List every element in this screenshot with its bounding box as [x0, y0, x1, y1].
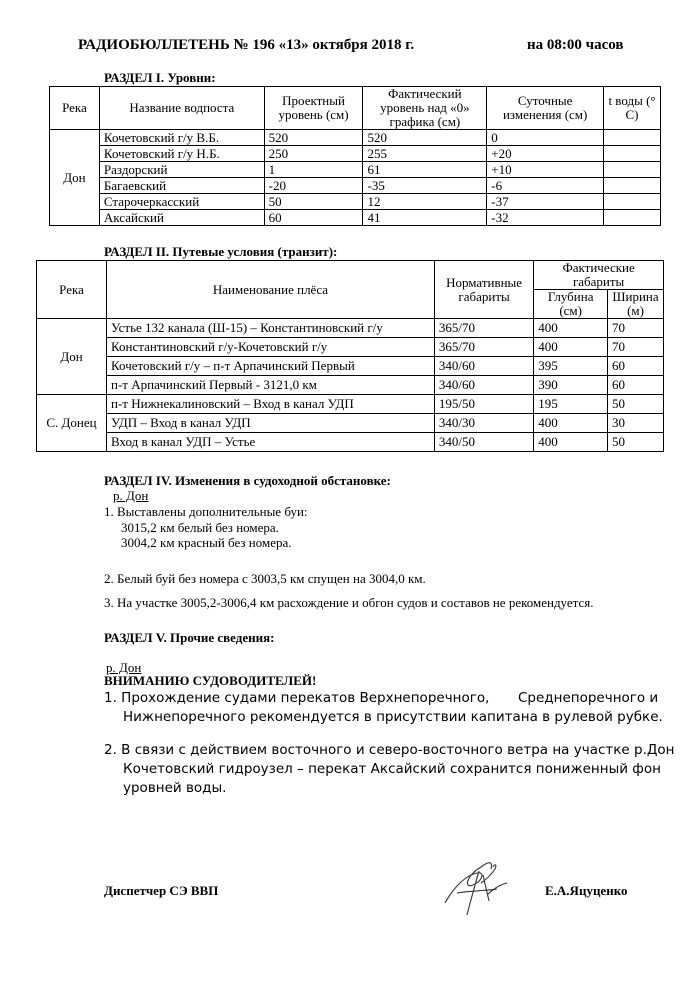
actual-depth: 395	[534, 357, 608, 376]
paragraph-1-line-2: Нижнепоречного рекомендуется в присутствии капитана в рулевой рубке.	[123, 709, 663, 725]
table-row	[50, 210, 661, 226]
col-water-temp: t воды (° С)	[604, 87, 661, 130]
daily-change: 0	[487, 130, 604, 146]
section5-heading: РАЗДЕЛ V. Прочие сведения:	[104, 630, 275, 645]
section4-item-1-buoy-red: 3004,2 км красный без номера.	[121, 535, 292, 550]
section1-heading: РАЗДЕЛ I. Уровни:	[104, 70, 216, 85]
daily-change: -6	[487, 178, 604, 194]
actual-level: 61	[363, 162, 487, 178]
normative-size: 365/70	[434, 319, 533, 338]
actual-depth: 195	[534, 395, 608, 414]
station-name: Раздорский	[99, 162, 264, 178]
reach-name: Устье 132 канала (Ш-15) – Константиновский г/у	[107, 319, 435, 338]
table-row	[37, 414, 664, 433]
actual-depth: 400	[534, 319, 608, 338]
col-actual-level: Фактический уровень над «0» графика (см)	[363, 87, 487, 130]
water-temp	[604, 162, 661, 178]
table-row	[37, 319, 664, 338]
col-width: Ширина (м)	[608, 290, 664, 319]
table-row	[37, 338, 664, 357]
actual-width: 70	[608, 319, 664, 338]
paragraph-1-line-1a: 1. Прохождение судами перекатов Верхнепоречного,	[104, 690, 490, 706]
section4-item-3: 3. На участке 3005,2-3006,4 км расхождение и обгон судов и составов не рекомендуется.	[104, 595, 594, 610]
actual-width: 30	[608, 414, 664, 433]
water-temp	[604, 178, 661, 194]
bulletin-number: РАДИОБЮЛЛЕТЕНЬ № 196 «13» октября 2018 г.	[78, 37, 415, 53]
river-cell: Дон	[37, 319, 107, 395]
col-reach: Наименование плёса	[107, 261, 435, 319]
section4-river: р. Дон	[113, 488, 149, 503]
reach-name: п-т Арпачинский Первый - 3121,0 км	[107, 376, 435, 395]
reach-name: п-т Нижнекалиновский – Вход в канал УДП	[107, 395, 435, 414]
section5-paragraph-2	[104, 741, 675, 798]
station-name: Кочетовский г/у Н.Б.	[99, 146, 264, 162]
col-station: Название водпоста	[99, 87, 264, 130]
river-cell: С. Донец	[37, 395, 107, 452]
dispatcher-name: Е.А.Яцуценко	[545, 883, 628, 898]
table-row	[50, 178, 661, 194]
col-daily-change: Суточные изменения (см)	[487, 87, 604, 130]
daily-change: +10	[487, 162, 604, 178]
table-row	[50, 162, 661, 178]
station-name: Аксайский	[99, 210, 264, 226]
actual-level: 12	[363, 194, 487, 210]
signature-icon	[437, 855, 517, 917]
normative-size: 340/60	[434, 376, 533, 395]
attention-heading: ВНИМАНИЮ СУДОВОДИТЕЛЕЙ!	[104, 673, 317, 688]
actual-level: 41	[363, 210, 487, 226]
project-level: 50	[264, 194, 363, 210]
water-temp	[604, 130, 661, 146]
project-level: 250	[264, 146, 363, 162]
actual-width: 60	[608, 357, 664, 376]
dispatcher-role: Диспетчер СЭ ВВП	[104, 883, 219, 898]
paragraph-2-line-2: Кочетовский гидроузел – перекат Аксайский сохранится пониженный фон	[123, 761, 661, 777]
table-row	[50, 130, 661, 146]
table-row	[37, 357, 664, 376]
paragraph-2-line-1: 2. В связи с действием восточного и северо-восточного ветра на участке р.Дон	[104, 742, 675, 758]
col-actual-group: Фактические габариты	[534, 261, 664, 290]
reach-name: Константиновский г/у-Кочетовский г/у	[107, 338, 435, 357]
normative-size: 340/60	[434, 357, 533, 376]
project-level: -20	[264, 178, 363, 194]
reach-name: УДП – Вход в канал УДП	[107, 414, 435, 433]
station-name: Багаевский	[99, 178, 264, 194]
project-level: 1	[264, 162, 363, 178]
transit-header-row	[37, 261, 664, 290]
table-row	[37, 376, 664, 395]
water-temp	[604, 210, 661, 226]
water-temp	[604, 194, 661, 210]
normative-size: 365/70	[434, 338, 533, 357]
col-normative: Нормативные габариты	[434, 261, 533, 319]
actual-depth: 400	[534, 414, 608, 433]
station-name: Кочетовский г/у В.Б.	[99, 130, 264, 146]
table-row	[50, 146, 661, 162]
actual-depth: 400	[534, 433, 608, 452]
col-depth: Глубина (см)	[534, 290, 608, 319]
reach-name: Кочетовский г/у – п-т Арпачинский Первый	[107, 357, 435, 376]
table-row	[37, 433, 664, 452]
col-project-level: Проектный уровень (см)	[264, 87, 363, 130]
actual-width: 50	[608, 395, 664, 414]
actual-level: 520	[363, 130, 487, 146]
section4-item-2: 2. Белый буй без номера с 3003,5 км спущен на 3004,0 км.	[104, 571, 426, 586]
project-level: 60	[264, 210, 363, 226]
actual-depth: 400	[534, 338, 608, 357]
project-level: 520	[264, 130, 363, 146]
actual-level: -35	[363, 178, 487, 194]
section5-river: р. Дон	[106, 660, 142, 675]
reach-name: Вход в канал УДП – Устье	[107, 433, 435, 452]
river-cell: Дон	[50, 130, 100, 226]
daily-change: -37	[487, 194, 604, 210]
actual-width: 60	[608, 376, 664, 395]
col-river: Река	[37, 261, 107, 319]
col-river: Река	[50, 87, 100, 130]
table-row	[50, 194, 661, 210]
section4-heading: РАЗДЕЛ IV. Изменения в судоходной обстановке:	[104, 473, 391, 488]
section2-heading: РАЗДЕЛ II. Путевые условия (транзит):	[104, 244, 338, 259]
paragraph-1-line-1b: Среднепоречного и	[518, 690, 659, 706]
normative-size: 340/50	[434, 433, 533, 452]
bulletin-time: на 08:00 часов	[527, 37, 624, 53]
actual-width: 50	[608, 433, 664, 452]
section4-item-1: 1. Выставлены дополнительные буи:	[104, 504, 308, 519]
section5-paragraph-1	[104, 689, 663, 727]
actual-width: 70	[608, 338, 664, 357]
paragraph-2-line-3: уровней воды.	[123, 780, 227, 796]
section4-item-1-buoy-white: 3015,2 км белый без номера.	[121, 520, 279, 535]
daily-change: +20	[487, 146, 604, 162]
levels-header-row	[50, 87, 661, 130]
actual-depth: 390	[534, 376, 608, 395]
normative-size: 195/50	[434, 395, 533, 414]
water-temp	[604, 146, 661, 162]
levels-table	[49, 86, 661, 226]
table-row	[37, 395, 664, 414]
transit-table	[36, 260, 664, 452]
actual-level: 255	[363, 146, 487, 162]
daily-change: -32	[487, 210, 604, 226]
station-name: Старочеркасский	[99, 194, 264, 210]
normative-size: 340/30	[434, 414, 533, 433]
